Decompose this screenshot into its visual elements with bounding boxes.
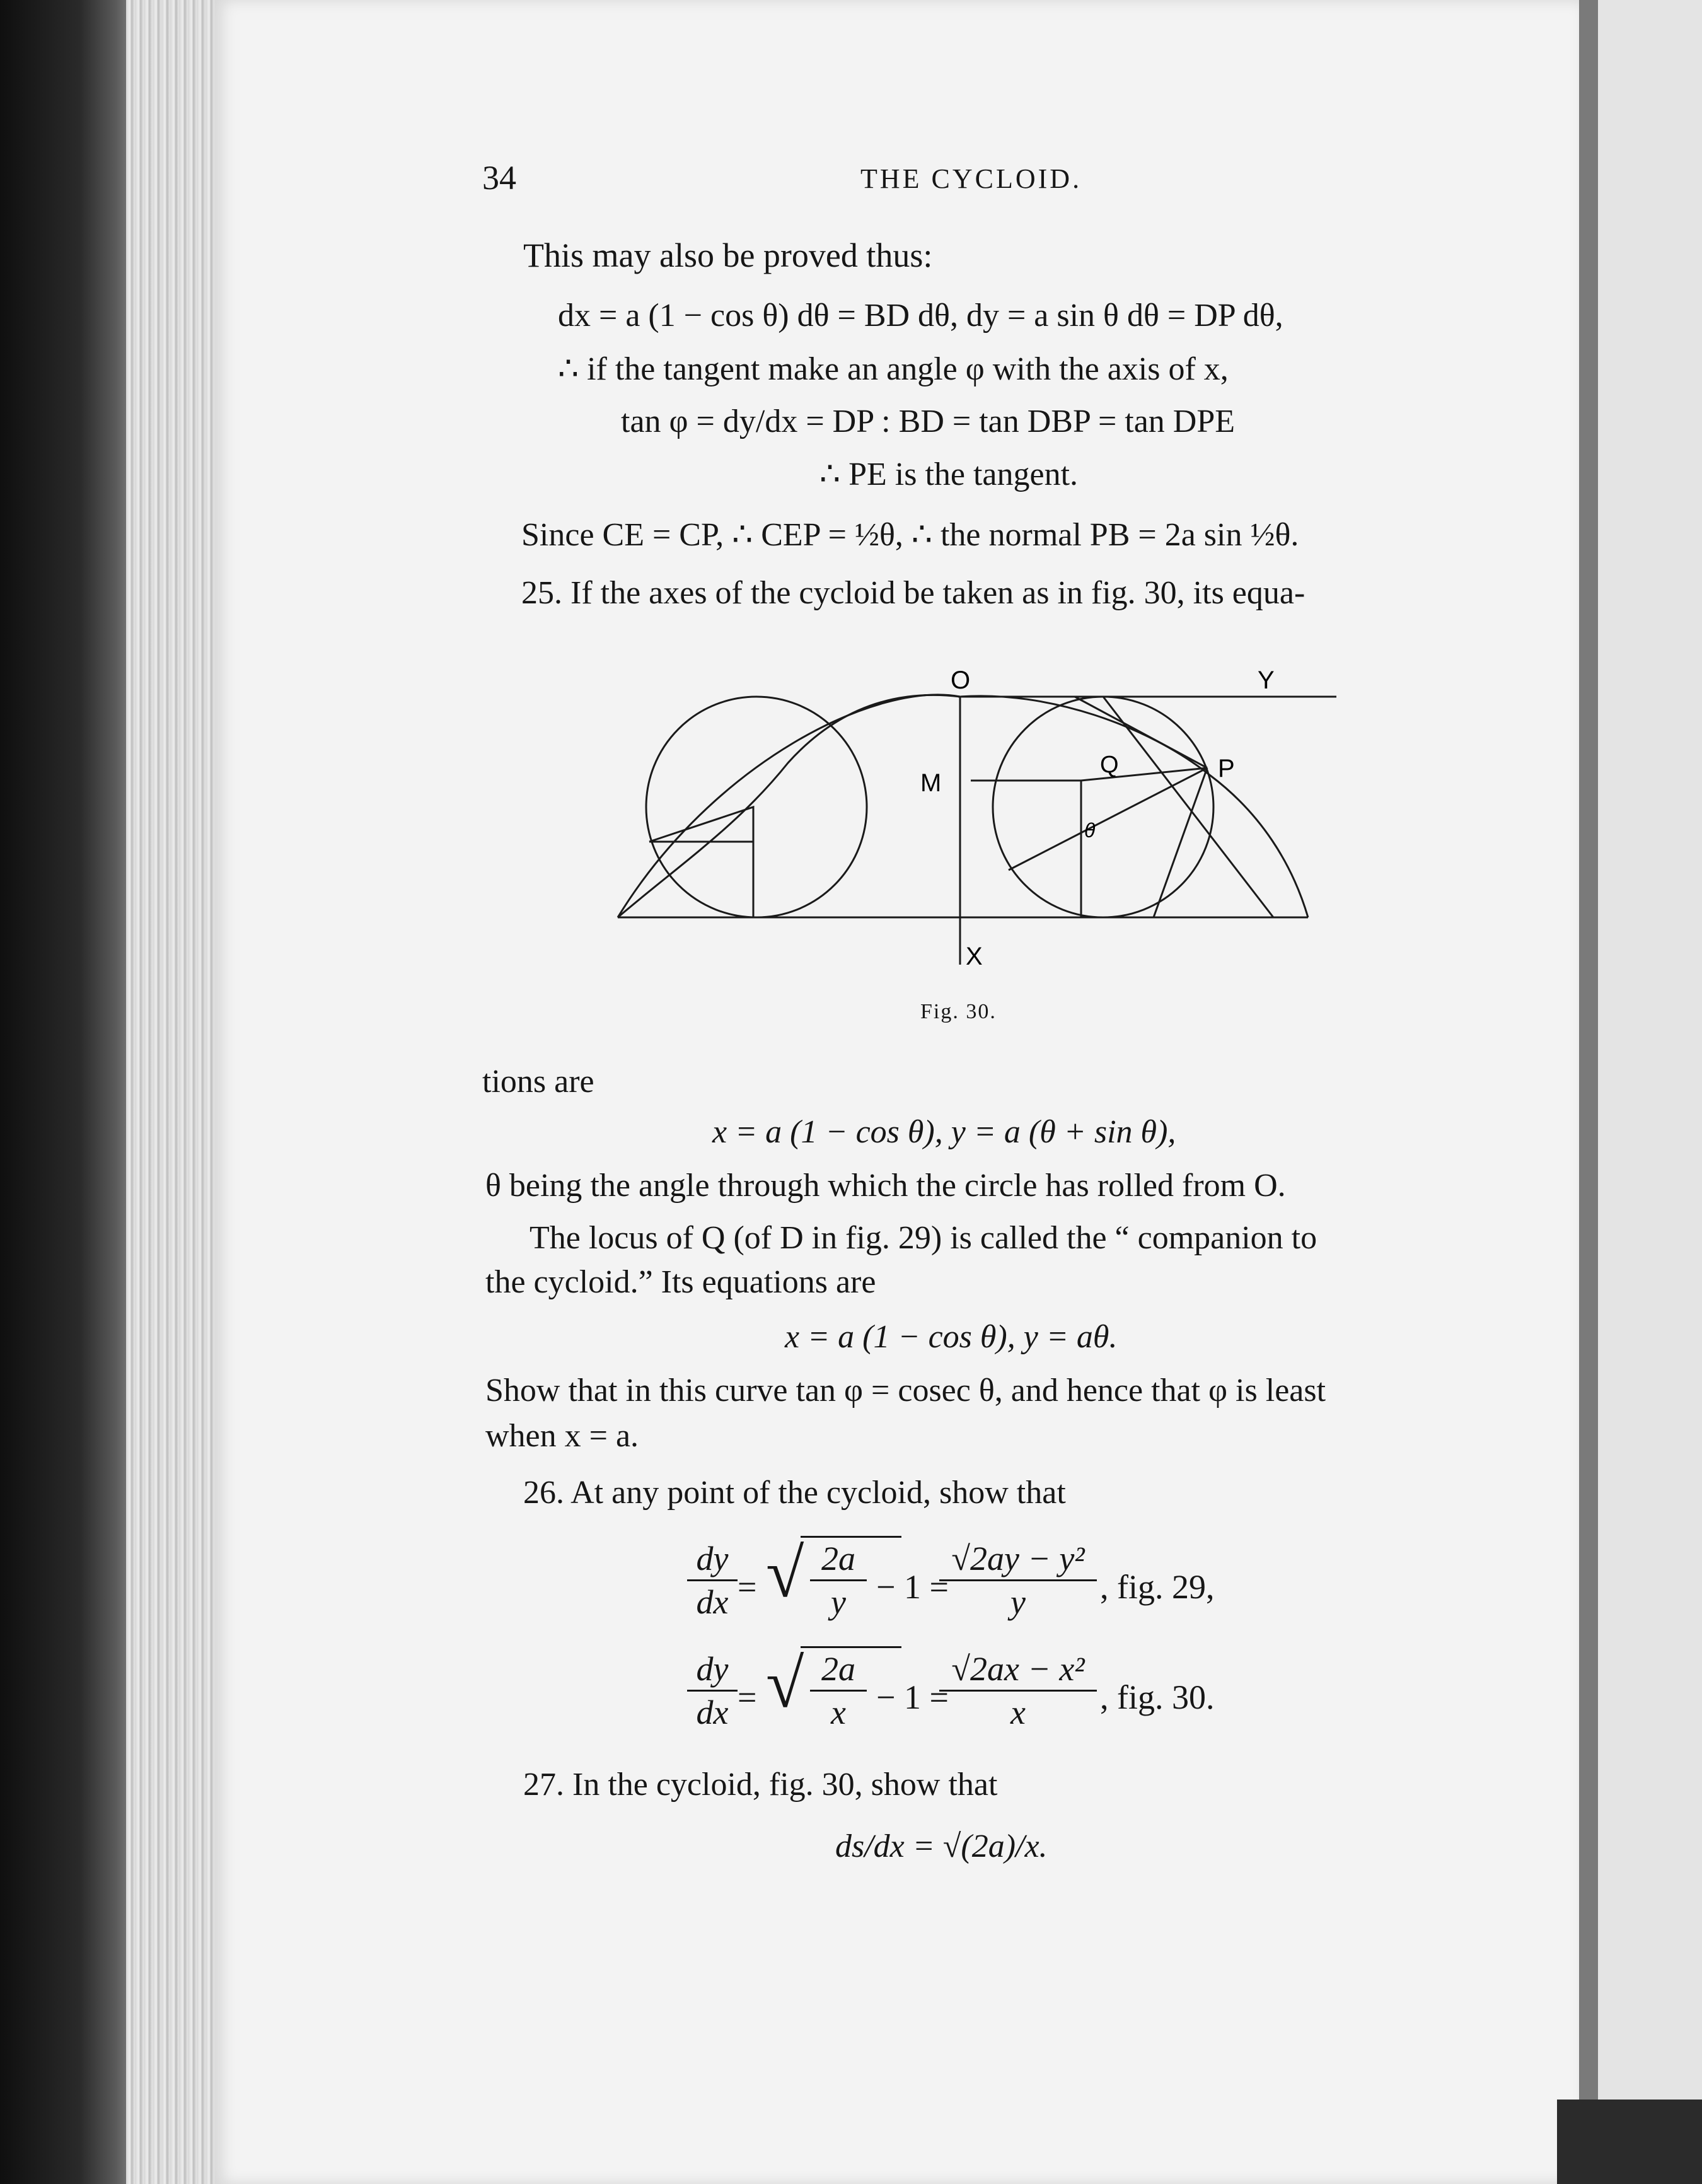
label-X: X	[966, 943, 983, 970]
label-M: M	[920, 769, 942, 797]
page-edges	[126, 0, 227, 2184]
book-binding	[0, 0, 145, 2184]
label-theta: θ	[1084, 819, 1096, 842]
rolling-circle-right	[993, 697, 1213, 917]
fraction-dy-dx: dy dx	[687, 1652, 738, 1729]
equation-line: tan φ = dy/dx = DP : BD = tan DBP = tan DPE	[621, 404, 1236, 439]
figure-30	[605, 656, 1349, 984]
label-Q: Q	[1100, 752, 1119, 778]
radical-sign: √	[766, 1645, 804, 1722]
fraction-rhs: √2ax − x² x	[939, 1652, 1097, 1729]
label-Y: Y	[1258, 666, 1275, 694]
text-line: ∴ PE is the tangent.	[819, 456, 1079, 492]
equation-line: dx = a (1 − cos θ) dθ = BD dθ, dy = a sin θ dθ = DP dθ,	[558, 298, 1283, 334]
equation-line: x = a (1 − cos θ), y = a (θ + sin θ),	[712, 1114, 1176, 1150]
text-line: Show that in this curve tan φ = cosec θ, and hence that φ is least	[485, 1373, 1326, 1409]
text-line: 25. If the axes of the cycloid be taken as in fig. 30, its equa-	[521, 575, 1305, 611]
fraction-dy-dx: dy dx	[687, 1542, 738, 1619]
equation-line: ds/dx = √(2a)/x.	[835, 1828, 1048, 1864]
text-line: This may also be proved thus:	[523, 236, 933, 274]
triangle-left	[649, 807, 753, 917]
text-line: Since CE = CP, ∴ CEP = ½θ, ∴ the normal PB = 2a sin ½θ.	[521, 517, 1299, 553]
page-gutter	[1579, 0, 1598, 2184]
fraction-2a-y: 2a y	[810, 1542, 867, 1619]
text-line: The locus of Q (of D in fig. 29) is called the “ companion to	[530, 1220, 1317, 1256]
text-line: θ being the angle through which the circle has rolled from O.	[485, 1168, 1286, 1204]
adjacent-page	[1598, 0, 1702, 2184]
companion-curve	[618, 695, 960, 917]
text-line: tions are	[482, 1064, 594, 1100]
text-line: ∴ if the tangent make an angle φ with the axis of x,	[558, 351, 1229, 387]
label-O: O	[951, 666, 971, 694]
text-line: 26. At any point of the cycloid, show that	[523, 1475, 1066, 1511]
rolling-circle-left	[646, 697, 867, 917]
text-line: the cycloid.” Its equations are	[485, 1264, 876, 1300]
scan-shadow	[1557, 2100, 1702, 2184]
page-number: 34	[482, 159, 516, 197]
fraction-rhs: √2ay − y² y	[939, 1542, 1097, 1619]
equation-line: x = a (1 − cos θ), y = aθ.	[785, 1319, 1118, 1355]
radical-sign: √	[766, 1535, 804, 1612]
figure-caption: Fig. 30.	[920, 1000, 997, 1023]
running-head: THE CYCLOID.	[860, 163, 1082, 194]
fraction-2a-x: 2a x	[810, 1652, 867, 1729]
cycloid-curve	[618, 695, 1308, 917]
label-P: P	[1218, 755, 1235, 782]
text-line: 27. In the cycloid, fig. 30, show that	[523, 1767, 998, 1803]
text-line: when x = a.	[485, 1418, 639, 1454]
